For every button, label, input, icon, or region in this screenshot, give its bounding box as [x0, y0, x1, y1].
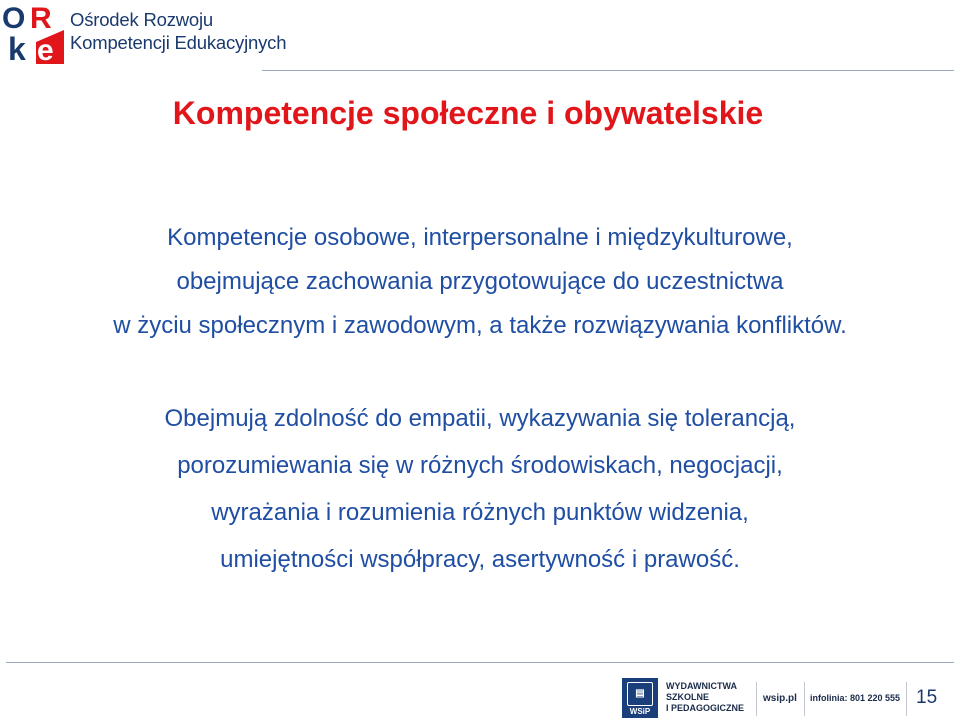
- slide-footer: [620, 678, 960, 722]
- paragraph-1: [0, 216, 960, 348]
- logo-letter-r: R: [30, 2, 52, 35]
- org-name: [70, 8, 286, 54]
- orke-logo-icon: [0, 0, 64, 64]
- wsip-logo-icon: [622, 678, 658, 718]
- paragraph-1-line: obejmujące zachowania przygotowujące do uczestnictwa: [176, 268, 784, 295]
- logo-letter-k: k: [8, 31, 26, 64]
- logo-letter-o: O: [2, 2, 26, 35]
- paragraph-2-line: umiejętności współpracy, asertywność i prawość.: [220, 546, 740, 573]
- paragraph-2-line: Obejmują zdolność do empatii, wykazywania się tolerancją,: [164, 405, 796, 432]
- paragraph-2-line: porozumiewania się w różnych środowiskach, negocjacji,: [177, 452, 783, 479]
- publisher-line: WYDAWNICTWA: [666, 681, 737, 691]
- wsip-mark: WSiP: [629, 707, 651, 716]
- org-name-line1: Ośrodek Rozwoju: [70, 9, 214, 30]
- footer-separator: [756, 682, 757, 716]
- paragraph-2: [0, 395, 960, 583]
- website-link[interactable]: wsip.pl: [763, 693, 797, 704]
- hotline-text: infolinia: 801 220 555: [810, 693, 901, 703]
- footer-divider: [6, 662, 954, 663]
- slide-header: [0, 0, 960, 76]
- logo-letter-e: e: [37, 34, 54, 64]
- slide-title: Kompetencje społeczne i obywatelskie: [172, 95, 764, 131]
- publisher-name: [666, 681, 744, 714]
- publisher-line: I PEDAGOGICZNE: [666, 703, 745, 713]
- page-number: 15: [916, 687, 938, 708]
- paragraph-1-line: w życiu społecznym i zawodowym, a także rozwiązywania konfliktów.: [113, 312, 847, 339]
- header-divider: [262, 70, 954, 71]
- org-name-line2: Kompetencji Edukacyjnych: [70, 32, 287, 53]
- paragraph-1-line: Kompetencje osobowe, interpersonalne i międzykulturowe,: [167, 224, 793, 251]
- paragraph-2-line: wyrażania i rozumienia różnych punktów widzenia,: [211, 499, 749, 526]
- footer-separator: [906, 682, 907, 716]
- wsip-book-icon: ▤: [627, 682, 653, 706]
- publisher-line: SZKOLNE: [666, 692, 710, 702]
- footer-separator: [804, 682, 805, 716]
